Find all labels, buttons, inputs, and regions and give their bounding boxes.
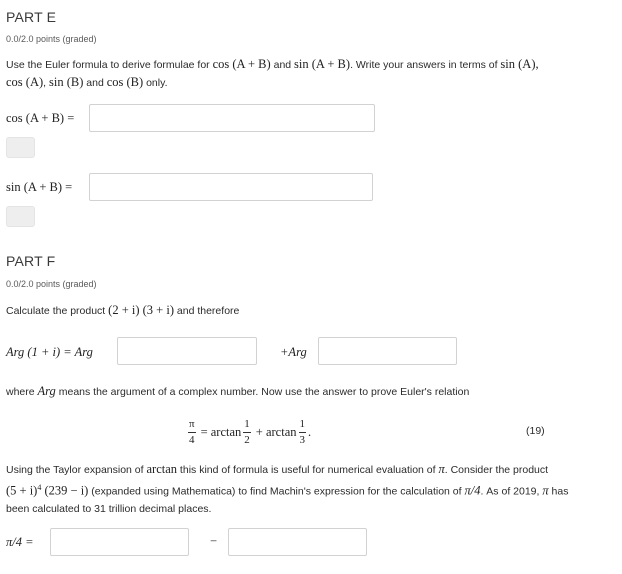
part-e-prompt: Use the Euler formula to derive formulae for cos (A + B) and sin (A + B). Write your answers in terms of sin (A), cos (A), sin (B) and cos (B) only. xyxy=(6,57,539,89)
minus-sign: − xyxy=(210,534,218,548)
taylor-paragraph: Using the Taylor expansion of arctan this kind of formula is useful for numerical evaluation of π. Consider the product $(5 + i)^4$ (239 − i) (expanded using Mathematica) to find Machin's expression for the calculation of π/4. As of 2019, π has been calculated to 31 trillion decimal places. xyxy=(6,462,569,515)
part-f-title: PART F xyxy=(6,253,56,269)
eq-arctan-2: + arctan xyxy=(255,424,297,439)
cos-sum-label: cos (A + B) = xyxy=(6,111,75,125)
part-f-points: 0.0/2.0 points (graded) xyxy=(6,279,97,289)
cos-sum-input[interactable] xyxy=(89,104,375,132)
one-half-fraction xyxy=(243,419,251,446)
frac-numerator: 1 xyxy=(244,417,250,430)
sin-sum-input[interactable] xyxy=(89,173,373,201)
where-text: where Arg means the argument of a complex number. Now use the answer to prove Euler's relation xyxy=(6,384,470,398)
frac-numerator: 1 xyxy=(299,417,305,430)
eq-arctan-1: = arctan xyxy=(200,424,242,439)
euler-relation-equation xyxy=(186,414,311,450)
sin-sum-label: sin (A + B) = xyxy=(6,180,73,194)
arg-input-1[interactable] xyxy=(117,337,257,365)
sin-sum-check-button[interactable] xyxy=(6,206,35,227)
equation-number: (19) xyxy=(526,425,545,437)
part-e-title: PART E xyxy=(6,9,57,25)
arg-label: Arg (1 + i) = Arg xyxy=(6,345,93,359)
part-e-points: 0.0/2.0 points (graded) xyxy=(6,34,97,44)
eq-period: . xyxy=(308,424,312,439)
frac-denominator: 3 xyxy=(299,433,305,446)
pi-quarter-label: π/4 = xyxy=(6,535,34,549)
cos-sum-check-button[interactable] xyxy=(6,137,35,158)
frac-numerator: π xyxy=(189,417,195,430)
plus-arg-label: +Arg xyxy=(280,345,307,359)
frac-denominator: 2 xyxy=(244,433,250,446)
one-third-fraction xyxy=(299,419,307,446)
frac-denominator: 4 xyxy=(189,433,195,446)
machin-input-2[interactable] xyxy=(228,528,367,556)
machin-input-1[interactable] xyxy=(50,528,189,556)
part-f-calc-text: Calculate the product (2 + i) (3 + i) and therefore xyxy=(6,303,240,317)
pi-over-4-fraction xyxy=(188,419,196,446)
arg-input-2[interactable] xyxy=(318,337,457,365)
